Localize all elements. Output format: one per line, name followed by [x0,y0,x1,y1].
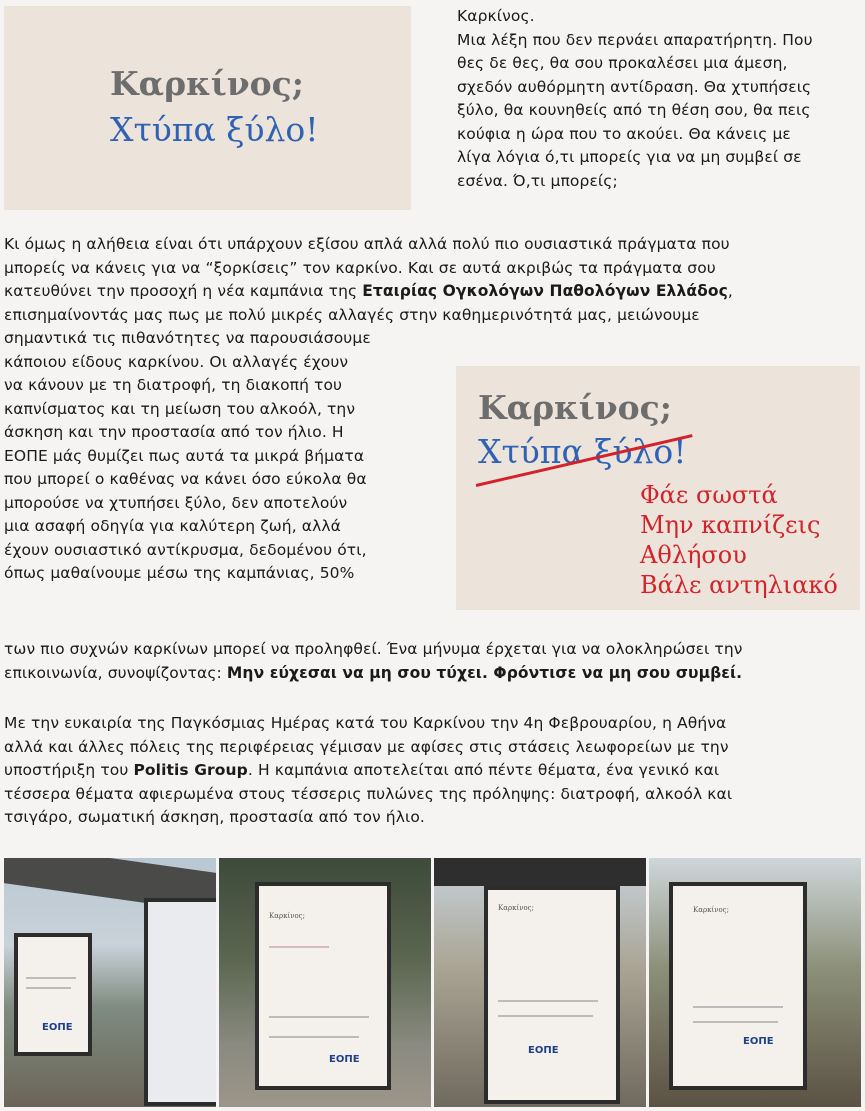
bus-stop-photo-2 [219,858,431,1107]
bus-stop-photos [4,858,861,1107]
ad-panel: Καρκίνος; ΕΟΠΕ [484,886,620,1104]
tip-sunscreen: Βάλε αντηλιακό [640,571,838,599]
body-paragraph-3: Με την ευκαιρία της Παγκόσμιας Ημέρας κατά του Καρκίνου την 4η Φεβρουαρίου, η Αθήνα αλλά και άλλες πόλεις της περιφέρειας γέμισαν με αφίσες στις στάσεις λεωφορείων με την υποστήριξη του Politis Group. Η καμπάνια αποτελείται από πέντε θέματα, ένα γενικό και τέσσερα θέματα αφιερωμένα στους τέσσερις πυλώνες της πρόληψης: διατροφή, αλκοόλ και τσιγάρο, σωματική άσκηση, προστασία από τον ήλιο. [4,714,733,826]
ad-panel [14,933,92,1056]
poster-title: Καρκίνος; [110,64,304,103]
bus-stop-photo-4 [649,858,861,1107]
body-paragraph-2-end: των πιο συχνών καρκίνων μπορεί να προληφθεί. Ένα μήνυμα έρχεται για να ολοκληρώσει την επικοινωνία, συνοψίζοντας: Μην εύχεσαι να μη σου τύχει. Φρόντισε να μη σου συμβεί. [4,640,743,682]
eope-logo-icon: ΕΟΠΕ [42,1022,73,1033]
eope-logo-icon: ΕΟΠΕ [329,1054,360,1065]
organization-name: Εταιρίας Ογκολόγων Παθολόγων Ελλάδος [362,282,728,300]
body-paragraph-2: Κι όμως η αλήθεια είναι ότι υπάρχουν εξίσου απλά αλλά πολύ πιο ουσιαστικά πράγματα που μπορείς να κάνεις για να “ξορκίσεις” τον καρκίνο. Και σε αυτά ακριβώς τα πράγματα σου κατευθύνει την προσοχή η νέα καμπάνια της Εταιρίας Ογκολόγων Παθολόγων Ελλάδος, επισημαίνοντάς μας πως με πολύ μικρές αλλαγές στην καθημερινότητά μας, μειώνουμε [4,235,733,324]
campaign-poster-image [4,6,411,210]
bus-stop-photo-1 [4,858,216,1107]
tip-no-smoking: Μην καπνίζεις [640,511,821,539]
ad-panel: Καρκίνος; ΕΟΠΕ [255,882,391,1090]
tip-exercise: Αθλήσου [640,541,747,569]
campaign-slogan: Μην εύχεσαι να μη σου τύχει. Φρόντισε να μη σου συμβεί. [226,663,743,682]
eope-logo-icon: ΕΟΠΕ [743,1036,774,1047]
sponsor-name: Politis Group [133,761,248,779]
tip-eat-right: Φάε σωστά [640,481,778,509]
poster-subtitle: Χτύπα ξύλο! [110,110,319,149]
body-paragraph-2-column: σημαντικά τις πιθανότητες να παρουσιάσουμε κάποιου είδους καρκίνου. Οι αλλαγές έχουν να κάνουν με τη διατροφή, τη διακοπή του καπνίσματος και τη μείωση του αλκοόλ, την άσκηση και την προστασία από τον ήλιο. Η ΕΟΠΕ μάς θυμίζει πως αυτά τα μικρά βήματα που μπορεί ο καθένας να κάνει όσο εύκολα θα μπορούσε να χτυπήσει ξύλο, δεν αποτελούν μια ασαφή οδηγία για καλύτερη ζωή, αλλά έχουν ουσιαστικό αντίκρυσμα, δεδομένου ότι, όπως μαθαίνουμε μέσω της καμπάνιας, 50% [4,329,371,582]
bus-stop-photo-3 [434,858,646,1107]
intro-paragraph: Καρκίνος. Μια λέξη που δεν περνάει απαρατήρητη. Που θες δε θες, θα σου προκαλέσει μια άμεση, σχεδόν αυθόρμητη αντίδραση. Θα χτυπήσεις ξύλο, θα κουνηθείς από τη θέση σου, θα πεις κούφια η ώρα που το ακούει. Θα κάνεις με λίγα λόγια ό,τι μπορείς για να μη συμβεί σε εσένα. Ό,τι μπορείς; [457,7,813,190]
poster-title: Καρκίνος; [478,388,672,427]
ad-panel [144,898,216,1106]
eope-logo-icon: ΕΟΠΕ [528,1045,559,1056]
campaign-poster-tips-image [456,366,860,610]
poster-subtitle: Χτύπα ξύλο! [478,432,687,471]
ad-panel: Καρκίνος; ΕΟΠΕ [669,882,807,1090]
